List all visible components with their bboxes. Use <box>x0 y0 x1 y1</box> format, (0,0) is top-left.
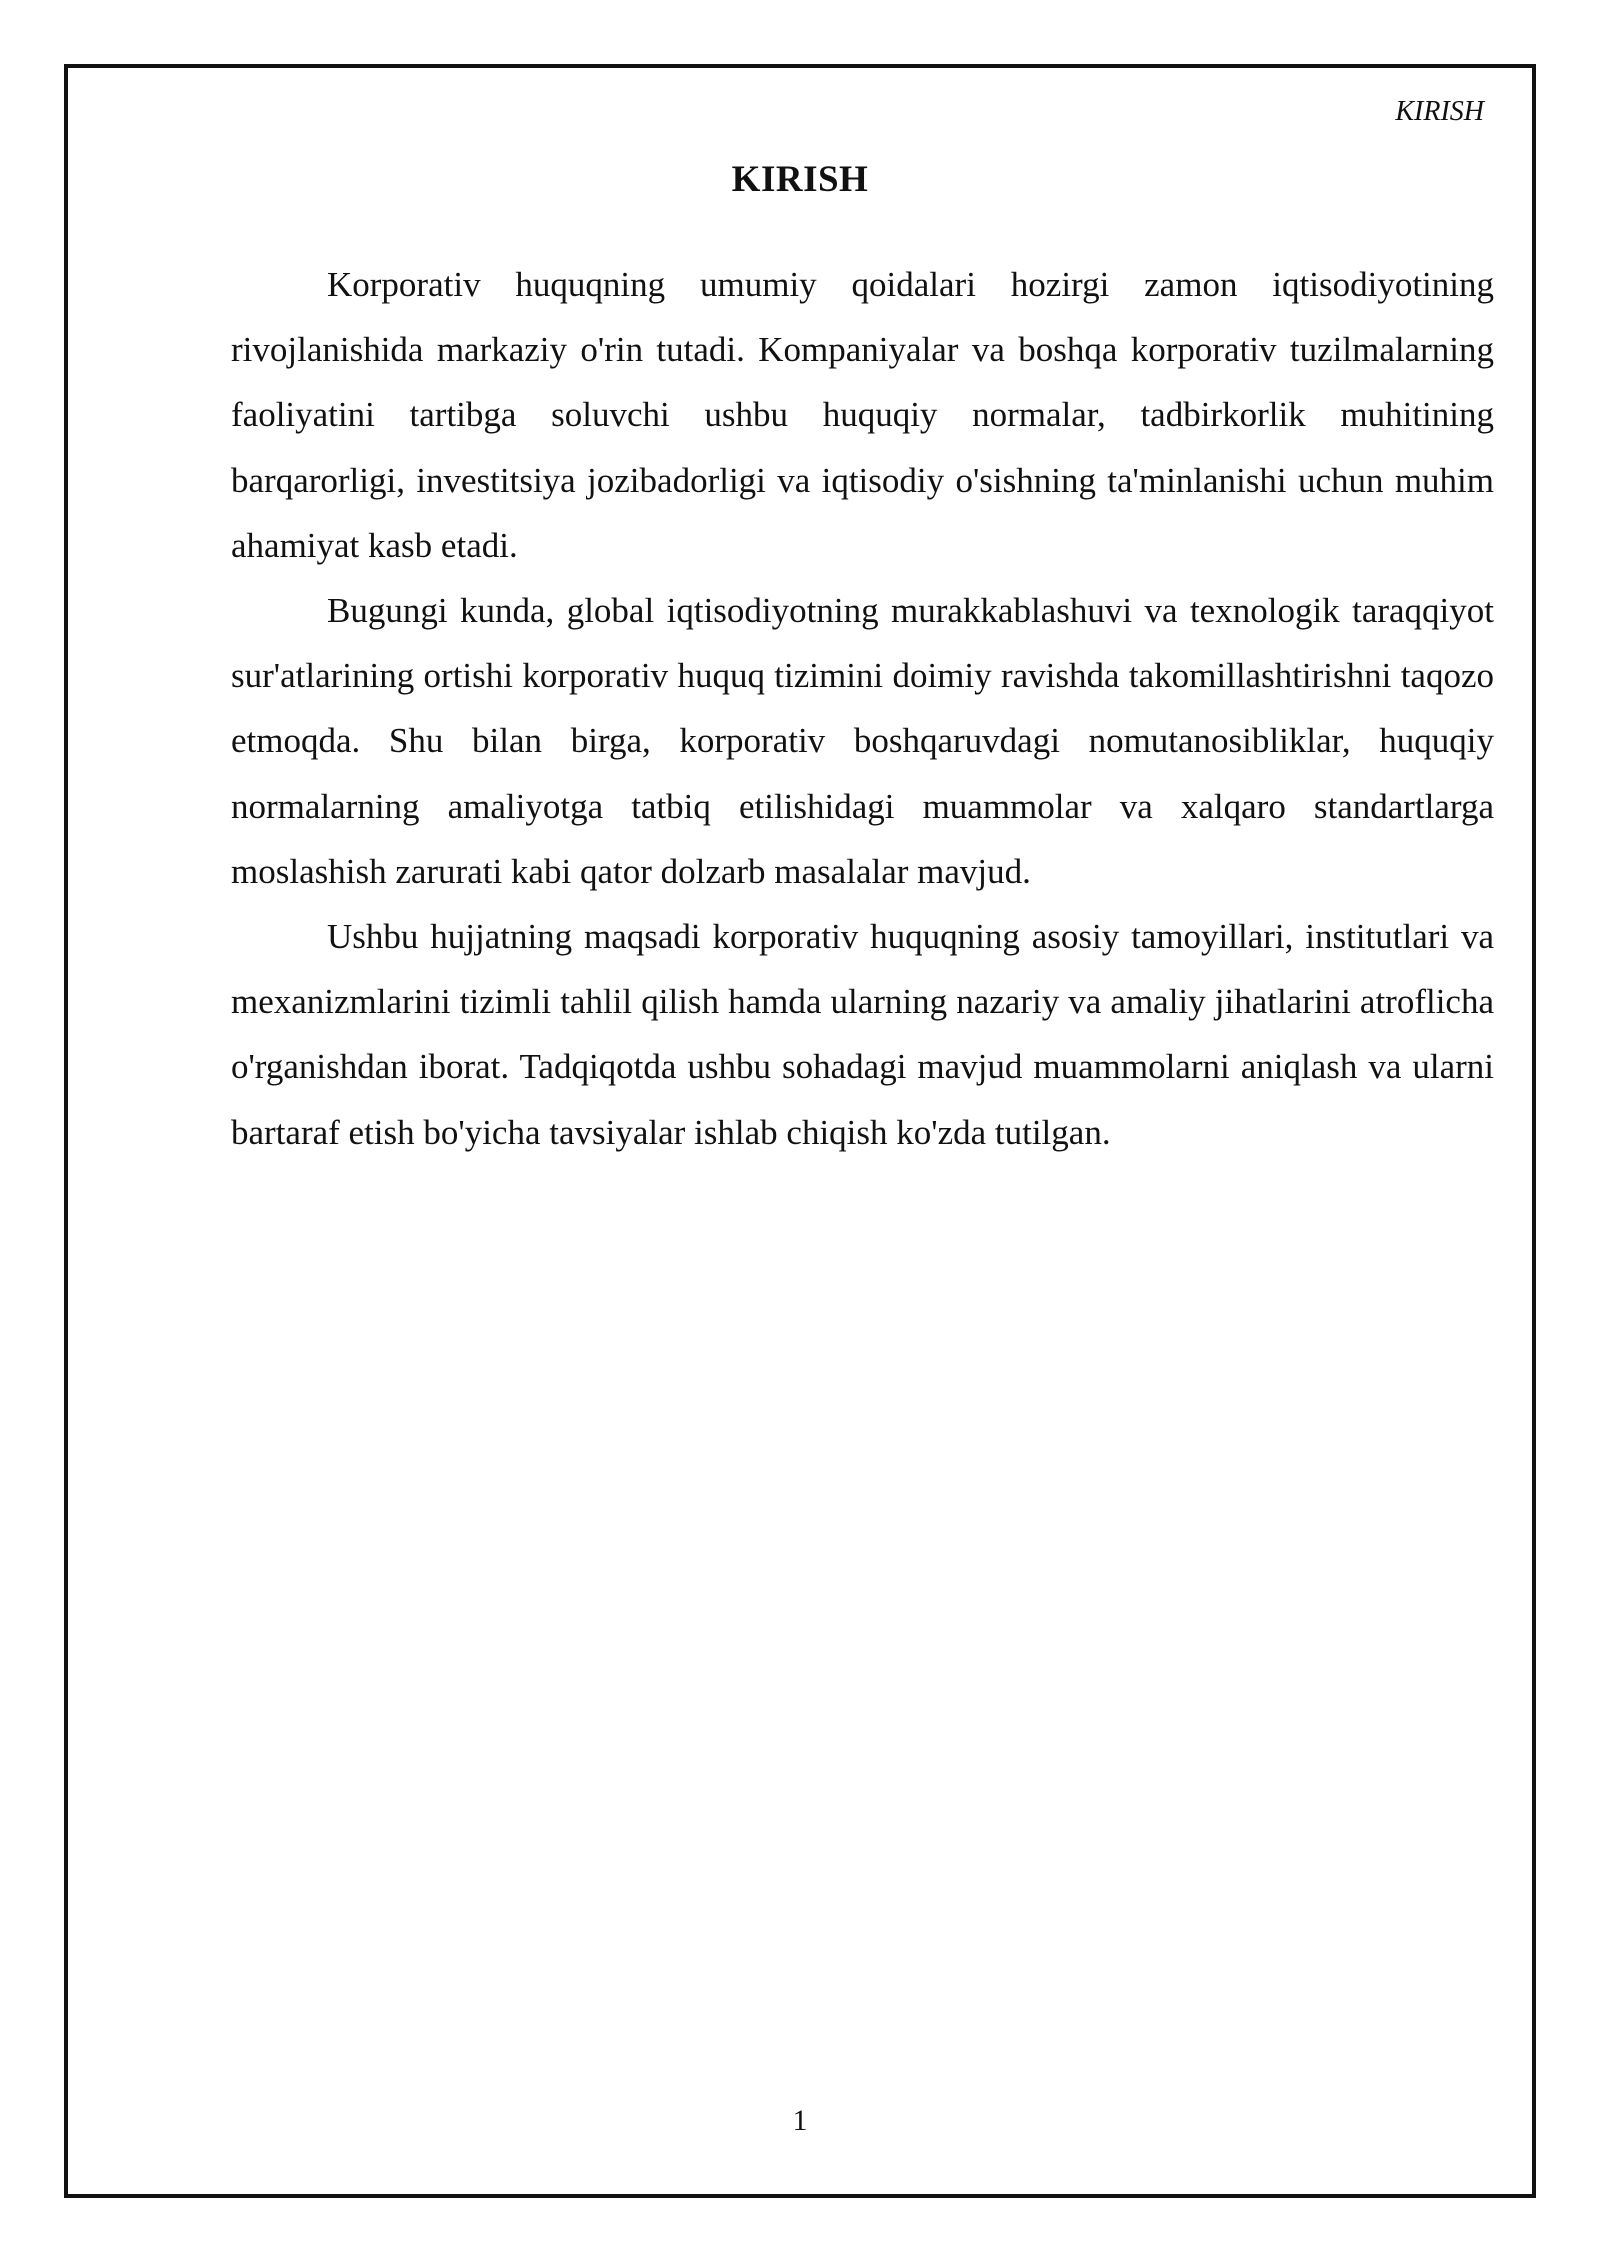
paragraph-3: Ushbu hujjatning maqsadi korporativ huquqning asosiy tamoyillari, institutlari va mexanizmlarini tizimli tahlil qilish hamda ularning nazariy va amaliy jihatlarini atroflicha o'rganishdan iborat. Tadqiqotda ushbu sohadagi mavjud muammolarni aniqlash va ularni bartaraf etish bo'yicha tavsiyalar ishlab chiqish ko'zda tutilgan. <box>231 917 1494 1152</box>
document-body <box>231 252 1494 1165</box>
page-title: KIRISH <box>731 159 869 200</box>
page-number: 1 <box>792 2104 808 2137</box>
paragraph-1: Korporativ huquqning umumiy qoidalari hozirgi zamon iqtisodiyotining rivojlanishida markaziy o'rin tutadi. Kompaniyalar va boshqa korporativ tuzilmalarning faoliyatini tartibga soluvchi ushbu huquqiy normalar, tadbirkorlik muhitining barqarorligi, investitsiya jozibadorligi va iqtisodiy o'sishning ta'minlanishi uchun muhim ahamiyat kasb etadi. <box>231 265 1494 565</box>
page-frame <box>64 64 1536 2198</box>
running-header: KIRISH <box>1395 96 1484 127</box>
paragraph-2: Bugungi kunda, global iqtisodiyotning murakkablashuvi va texnologik taraqqiyot sur'atlarining ortishi korporativ huquq tizimini doimiy ravishda takomillashtirishni taqozo etmoqda. Shu bilan birga, korporativ boshqaruvdagi nomutanosibliklar, huquqiy normalarning amaliyotga tatbiq etilishidagi muammolar va xalqaro standartlarga moslashish zarurati kabi qator dolzarb masalalar mavjud. <box>231 591 1494 891</box>
